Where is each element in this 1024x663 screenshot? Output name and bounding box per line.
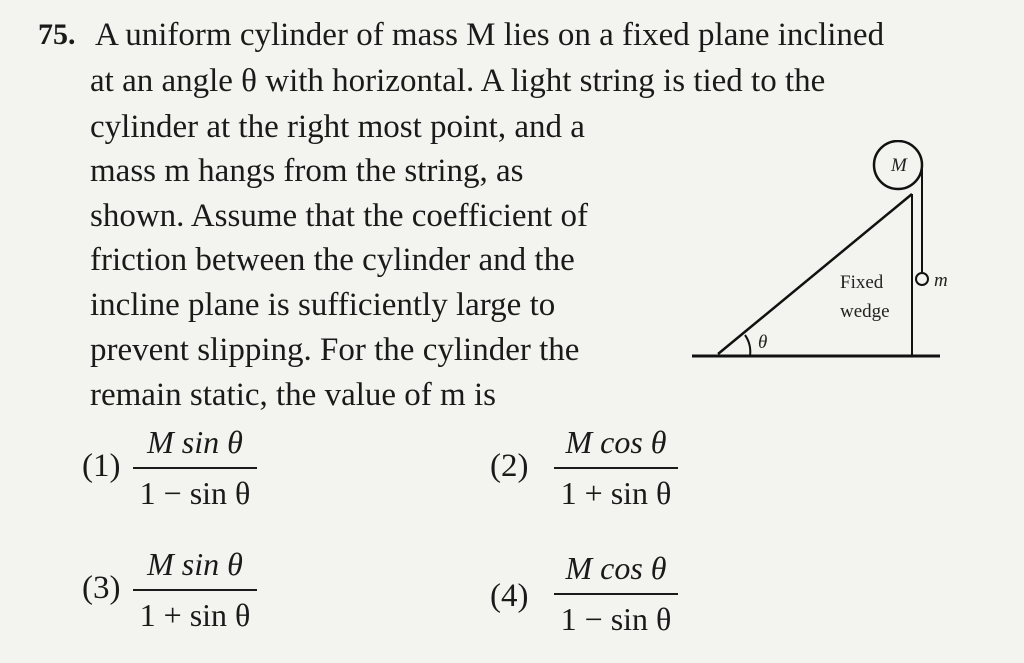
incline-figure [690,140,950,365]
question-number: 75. [38,18,76,51]
wedge-label-line1: Fixed [840,272,884,293]
option-1-denominator: 1 − sin θ [139,475,251,511]
option-1-label: (1) [82,448,121,484]
question-line-8: prevent slipping. For the cylinder the [90,332,580,368]
option-3-fraction [131,546,259,634]
option-2-label: (2) [490,448,529,484]
hanging-mass [916,273,928,285]
question-line-1: A uniform cylinder of mass M lies on a fixed plane inclined [95,17,885,53]
question-line-6: friction between the cylinder and the [90,242,575,278]
option-1-fraction [131,424,259,512]
question-line-3: cylinder at the right most point, and a [90,109,585,145]
question-line-7: incline plane is sufficiently large to [90,287,556,323]
mass-label: m [934,270,948,291]
option-2-numerator: M cos θ [565,424,667,460]
option-2-fraction [552,424,680,512]
option-4-numerator: M cos θ [565,550,667,586]
question-line-2: at an angle θ with horizontal. A light string is tied to the [90,63,826,99]
question-line-5: shown. Assume that the coefficient of [90,198,588,234]
option-3-numerator: M sin θ [147,546,243,582]
option-4-fraction [552,550,680,638]
option-3-label: (3) [82,570,121,606]
option-2-denominator: 1 + sin θ [560,475,672,511]
cylinder-label: M [891,155,907,176]
question-line-9: remain static, the value of m is [90,377,496,413]
angle-arc [745,335,750,356]
option-1-numerator: M sin θ [147,424,243,460]
option-4-denominator: 1 − sin θ [560,601,672,637]
option-3-denominator: 1 + sin θ [139,597,251,633]
wedge-label-line2: wedge [840,301,890,322]
option-4-label: (4) [490,578,529,614]
question-line-4: mass m hangs from the string, as [90,153,524,189]
angle-label: θ [758,332,768,353]
